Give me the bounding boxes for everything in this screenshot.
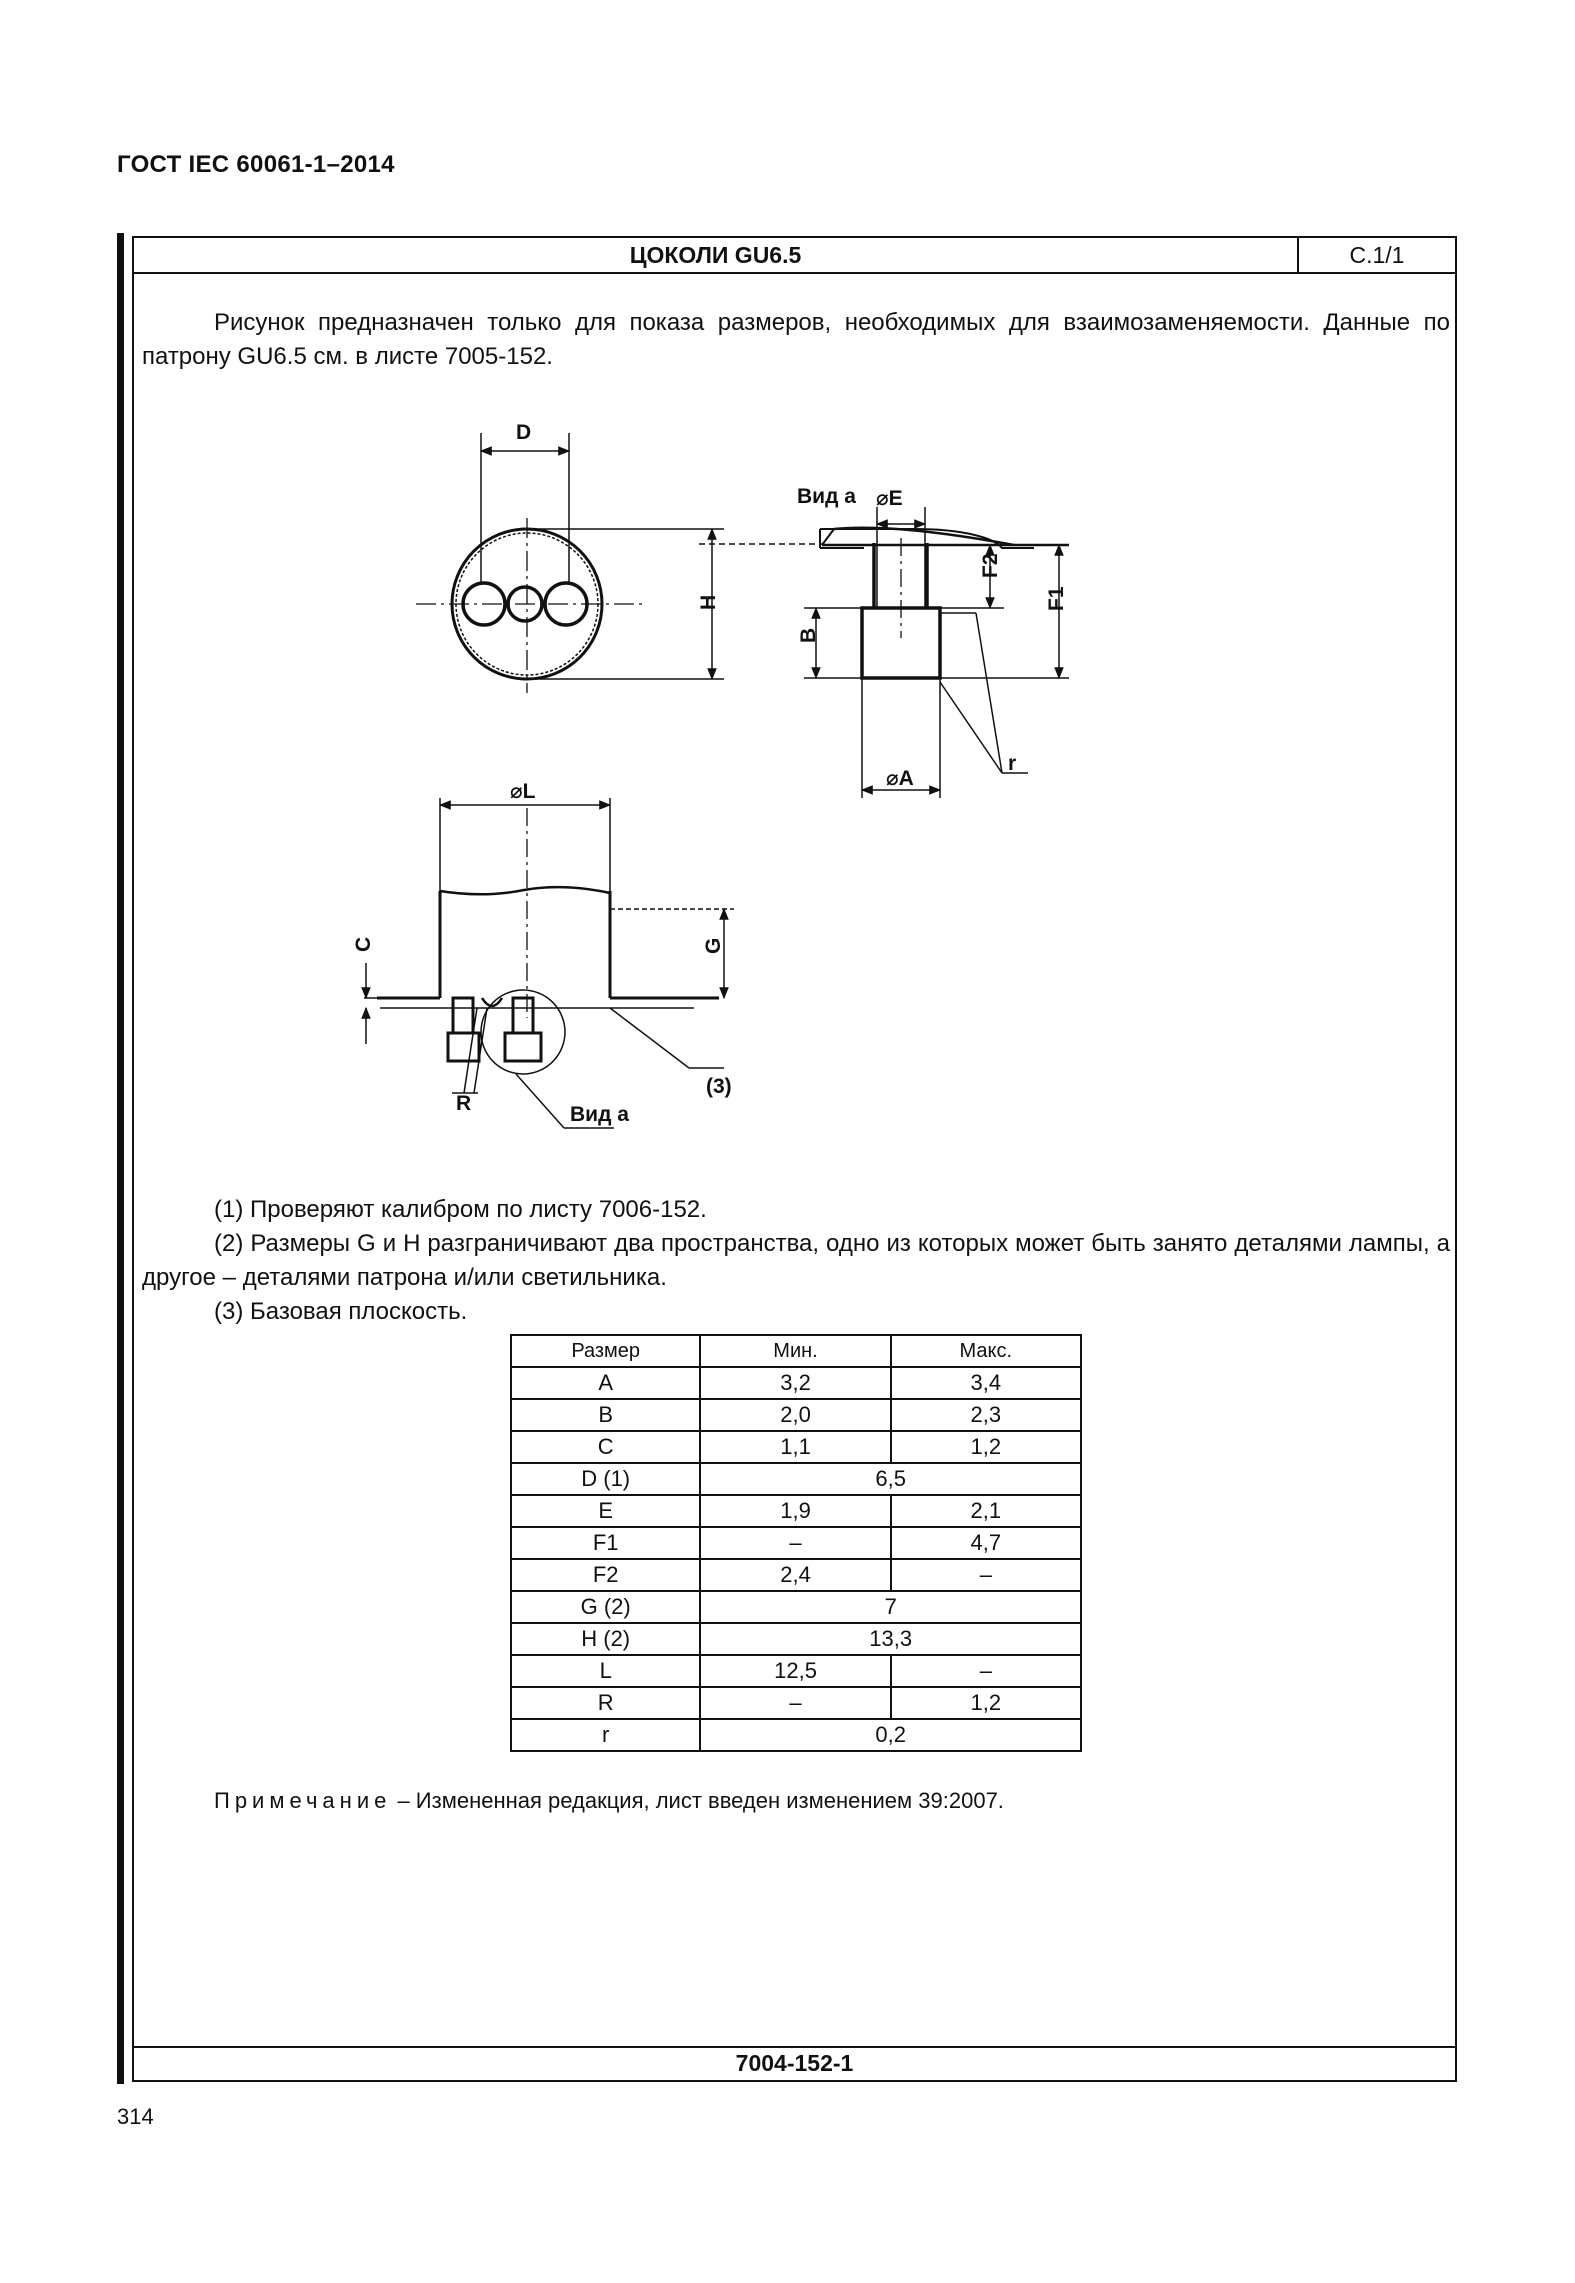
notes-block	[142, 1193, 1450, 1329]
note-2: (2) Размеры G и H разграничивают два пространства, одно из которых может быть занято деталями лампы, а другое – деталями патрона и/или светильника.	[142, 1230, 1450, 1291]
cell-min: 12,5	[700, 1655, 890, 1687]
cell-size: F2	[511, 1559, 700, 1591]
cell-max: –	[891, 1655, 1081, 1687]
cell-min: 1,1	[700, 1431, 890, 1463]
cell-max: 3,4	[891, 1367, 1081, 1399]
header-size: Размер	[511, 1335, 700, 1367]
cell-size: R	[511, 1687, 700, 1719]
label-C: C	[352, 936, 375, 952]
cell-size: A	[511, 1367, 700, 1399]
cell-min: –	[700, 1687, 890, 1719]
header-max: Макс.	[891, 1335, 1081, 1367]
cell-size: E	[511, 1495, 700, 1527]
page-number: 314	[117, 2104, 154, 2129]
table-row	[511, 1655, 1081, 1687]
table-row	[511, 1463, 1081, 1495]
table-row	[511, 1367, 1081, 1399]
table-row	[511, 1399, 1081, 1431]
table-row	[511, 1719, 1081, 1751]
label-D: D	[516, 421, 532, 444]
technical-drawing	[134, 238, 1455, 1138]
cell-min: 3,2	[700, 1367, 890, 1399]
cell-max: 1,2	[891, 1431, 1081, 1463]
cell-size: D (1)	[511, 1463, 700, 1495]
cell-max: 4,7	[891, 1527, 1081, 1559]
table-row	[511, 1591, 1081, 1623]
sheet-page-ref: С.1/1	[1299, 238, 1455, 274]
label-F2: F2	[979, 553, 1002, 578]
dimensions-table	[510, 1334, 1082, 1752]
cell-nominal: 13,3	[700, 1623, 1081, 1655]
sheet-title: ЦОКОЛИ GU6.5	[134, 238, 1299, 274]
cell-size: r	[511, 1719, 700, 1751]
footer-divider	[134, 2046, 1455, 2048]
header-min: Мин.	[700, 1335, 890, 1367]
label-A: ⌀A	[886, 767, 914, 790]
cell-nominal: 7	[700, 1591, 1081, 1623]
top-view	[416, 433, 724, 693]
remark-label: Примечание	[214, 1788, 392, 1813]
cell-min: 2,4	[700, 1559, 890, 1591]
table-header-row	[511, 1335, 1081, 1367]
label-B: B	[797, 627, 820, 643]
sheet-frame	[132, 236, 1457, 2082]
cell-max: 2,3	[891, 1399, 1081, 1431]
left-margin-bar	[117, 233, 124, 2084]
side-view	[364, 798, 734, 1128]
label-r: r	[1008, 752, 1017, 775]
table-row	[511, 1495, 1081, 1527]
label-G: G	[702, 937, 725, 954]
cell-nominal: 6,5	[700, 1463, 1081, 1495]
pin-detail-view	[134, 238, 1069, 798]
document-code: ГОСТ IEC 60061-1–2014	[117, 151, 395, 178]
remark-note	[214, 1788, 1004, 1814]
label-F1: F1	[1045, 586, 1068, 611]
intro-paragraph: Рисунок предназначен только для показа размеров, необходимых для взаимозаменяемости. Данные по патрону GU6.5 см. в листе 7005-152.	[142, 309, 1450, 370]
label-H: H	[697, 594, 720, 610]
table-row	[511, 1431, 1081, 1463]
cell-size: H (2)	[511, 1623, 700, 1655]
cell-size: C	[511, 1431, 700, 1463]
cell-max: –	[891, 1559, 1081, 1591]
cell-min: 2,0	[700, 1399, 890, 1431]
label-E: ⌀E	[876, 487, 903, 510]
cell-size: B	[511, 1399, 700, 1431]
label-view-a-top: Вид а	[797, 485, 856, 508]
cell-min: 1,9	[700, 1495, 890, 1527]
table-row	[511, 1559, 1081, 1591]
label-R: R	[456, 1092, 472, 1115]
label-L: ⌀L	[510, 780, 536, 803]
cell-min: –	[700, 1527, 890, 1559]
cell-size: F1	[511, 1527, 700, 1559]
table-row	[511, 1623, 1081, 1655]
cell-size: L	[511, 1655, 700, 1687]
table-row	[511, 1527, 1081, 1559]
cell-max: 2,1	[891, 1495, 1081, 1527]
label-ref-3: (3)	[706, 1075, 732, 1098]
note-3: (3) Базовая плоскость.	[214, 1298, 468, 1325]
label-view-a-bottom: Вид а	[570, 1103, 629, 1126]
table-row	[511, 1687, 1081, 1719]
cell-nominal: 0,2	[700, 1719, 1081, 1751]
cell-max: 1,2	[891, 1687, 1081, 1719]
cell-size: G (2)	[511, 1591, 700, 1623]
sheet-code: 7004-152-1	[735, 2050, 854, 2076]
note-1: (1) Проверяют калибром по листу 7006-152.	[214, 1196, 707, 1223]
remark-text: – Измененная редакция, лист введен изменением 39:2007.	[391, 1788, 1004, 1813]
